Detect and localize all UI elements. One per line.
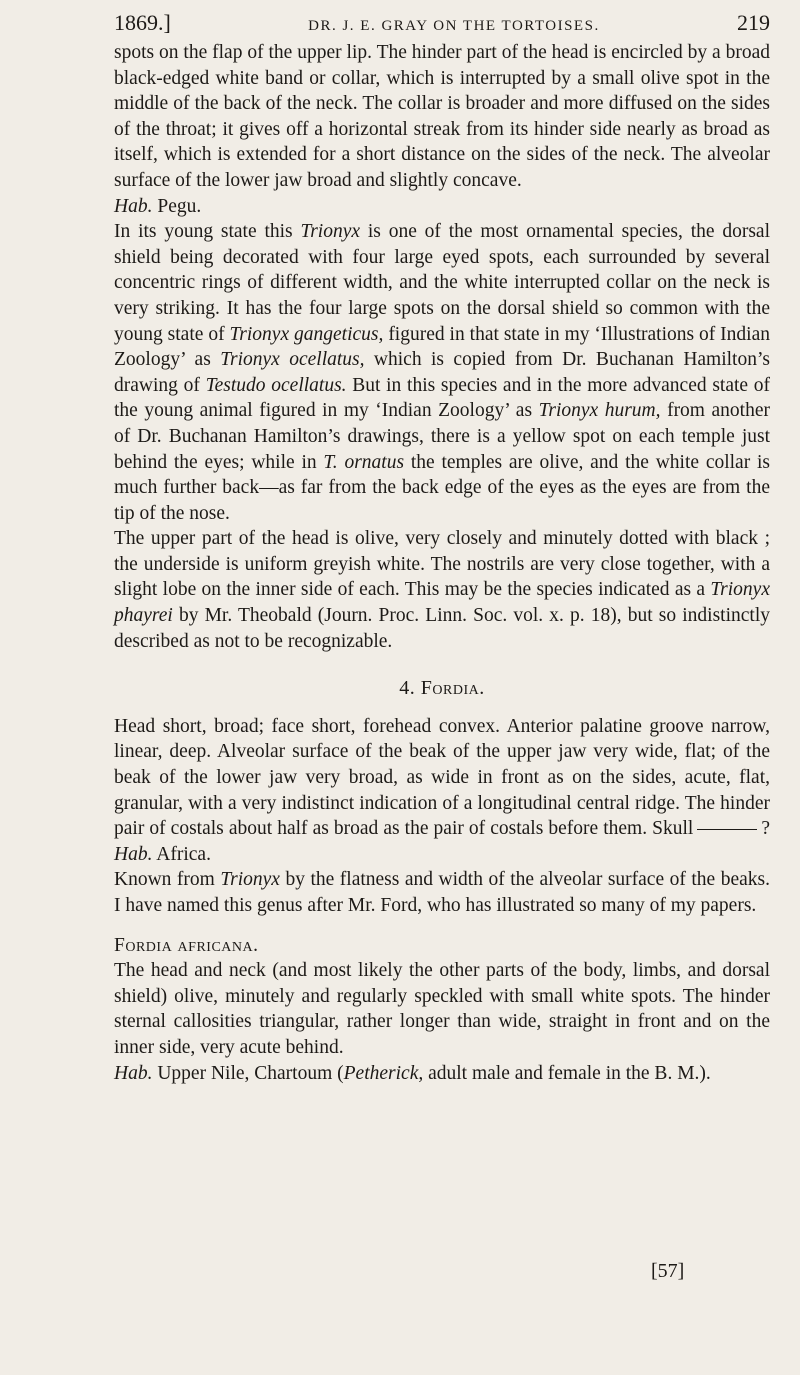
genus-heading: 4. Fordia. — [399, 677, 485, 700]
year: 1869.] — [114, 10, 171, 35]
p2-text: In its young state this — [114, 221, 301, 243]
skull-label: Skull — [652, 818, 694, 840]
running-header — [114, 10, 770, 40]
p4-text: Head short, broad; face short, forehead convex. Anterior palatine groove narrow, linear, deep. Alveolar surface of the beak of the upper jaw very wide, flat; of the beak of the lower jaw very broad, as wide in front as on the sides, acute, flat, granular, with a very indistinct indication of a longitudinal central ridge. The hinder pair of costals about half as broad as the pair of costals before them. — [114, 715, 770, 840]
p2-text: is one of the most ornamental species, the dorsal shield being decorated with four large eyed spots, each surrounded by several concentric rings of different width, and the white interrupted collar on the neck is very striking. It has the four large spots on the dorsal shield so common with the young state of — [114, 221, 770, 345]
habitat-pegu — [114, 194, 770, 220]
p2-text: from another of Dr. Buchanan Hamilton’s drawings, there is a yellow spot on each temple just behind the eyes; while in — [114, 400, 770, 473]
p2-text: figured in that state in my ‘Illustrations of Indian Zoology’ as — [114, 323, 770, 371]
text-body — [114, 40, 770, 1086]
p2-text: the temples are olive, and the white collar is much further back—as far from the back edge of the eyes as the eyes are from the tip of the nose. — [114, 451, 770, 524]
hab-text: Upper Nile, Chartoum ( — [152, 1062, 344, 1084]
p5-italic: Trionyx — [220, 869, 280, 891]
p2-italic: T. ornatus — [323, 451, 405, 473]
p5-text: by the flatness and width of the alveolar surface of the beaks. I have named this genus after Mr. Ford, who has illustrated so many of my papers. — [114, 869, 770, 916]
p2-italic: Trionyx hurum, — [538, 400, 661, 422]
running-title: DR. J. E. GRAY ON THE TORTOISES. — [308, 18, 600, 34]
p3-text: The upper part of the head is olive, very closely and minutely dotted with black ; the underside is uniform greyish white. The nostrils are very close together, with a slight lobe on the inner side of each. This may be the species indicated as a — [114, 528, 770, 601]
habitat-nile — [114, 1061, 770, 1087]
page-number: 219 — [736, 10, 770, 35]
collector-name: Petherick, — [343, 1062, 424, 1084]
hab-label: Hab. — [114, 843, 153, 865]
p2-text: which is copied from Dr. Buchanan Hamilton’s drawing of — [114, 349, 770, 396]
hab-text: Africa. — [152, 843, 211, 865]
p2-italic: Trionyx gangeticus, — [229, 323, 384, 345]
paragraph-4 — [114, 714, 770, 868]
signature-mark: [57] — [651, 1260, 685, 1282]
hab-label: Hab. — [114, 195, 153, 217]
paragraph-5 — [114, 867, 770, 918]
p5-text: Known from — [114, 869, 221, 891]
paragraph-6: The head and neck (and most likely the other parts of the body, limbs, and dorsal shield) olive, minutely and regularly speckled with small white spots. The hinder sternal callosities triangular, rather longer than wide, straight in front and on the inner side, very acute behind. — [114, 960, 770, 1058]
p2-text: But in this species and in the more advanced state of the young animal figured in my ‘Indian Zoology’ as — [114, 374, 771, 422]
p2-italic: Trionyx ocellatus, — [220, 349, 365, 371]
paragraph-2 — [114, 219, 770, 526]
p3-italic: Trionyx phayrei — [114, 579, 770, 627]
skull-rule — [697, 829, 757, 830]
hab-text: adult male and female in the B. M.). — [423, 1062, 711, 1084]
skull-query: ? — [761, 818, 770, 840]
p2-italic: Testudo ocellatus. — [205, 374, 347, 396]
paragraph-1: spots on the flap of the upper lip. The hinder part of the head is encircled by a broad black-edged white band or collar, which is interrupted by a small olive spot in the middle of the back of the neck. The collar is broader and more diffused on the sides of the throat; it gives off a horizontal streak from its hinder side nearly as broad as itself, which is extended for a short distance on the sides of the neck. The alveolar surface of the lower jaw broad and slightly concave. — [114, 42, 770, 191]
p2-italic: Trionyx — [300, 221, 361, 243]
species-heading: Fordia africana. — [114, 934, 259, 956]
hab-text: Pegu. — [152, 195, 202, 217]
paragraph-3 — [114, 526, 770, 654]
p3-text: by Mr. Theobald (Journ. Proc. Linn. Soc. vol. x. p. 18), but so indistinctly described as not to be recognizable. — [114, 605, 770, 652]
hab-label: Hab. — [114, 1062, 153, 1084]
